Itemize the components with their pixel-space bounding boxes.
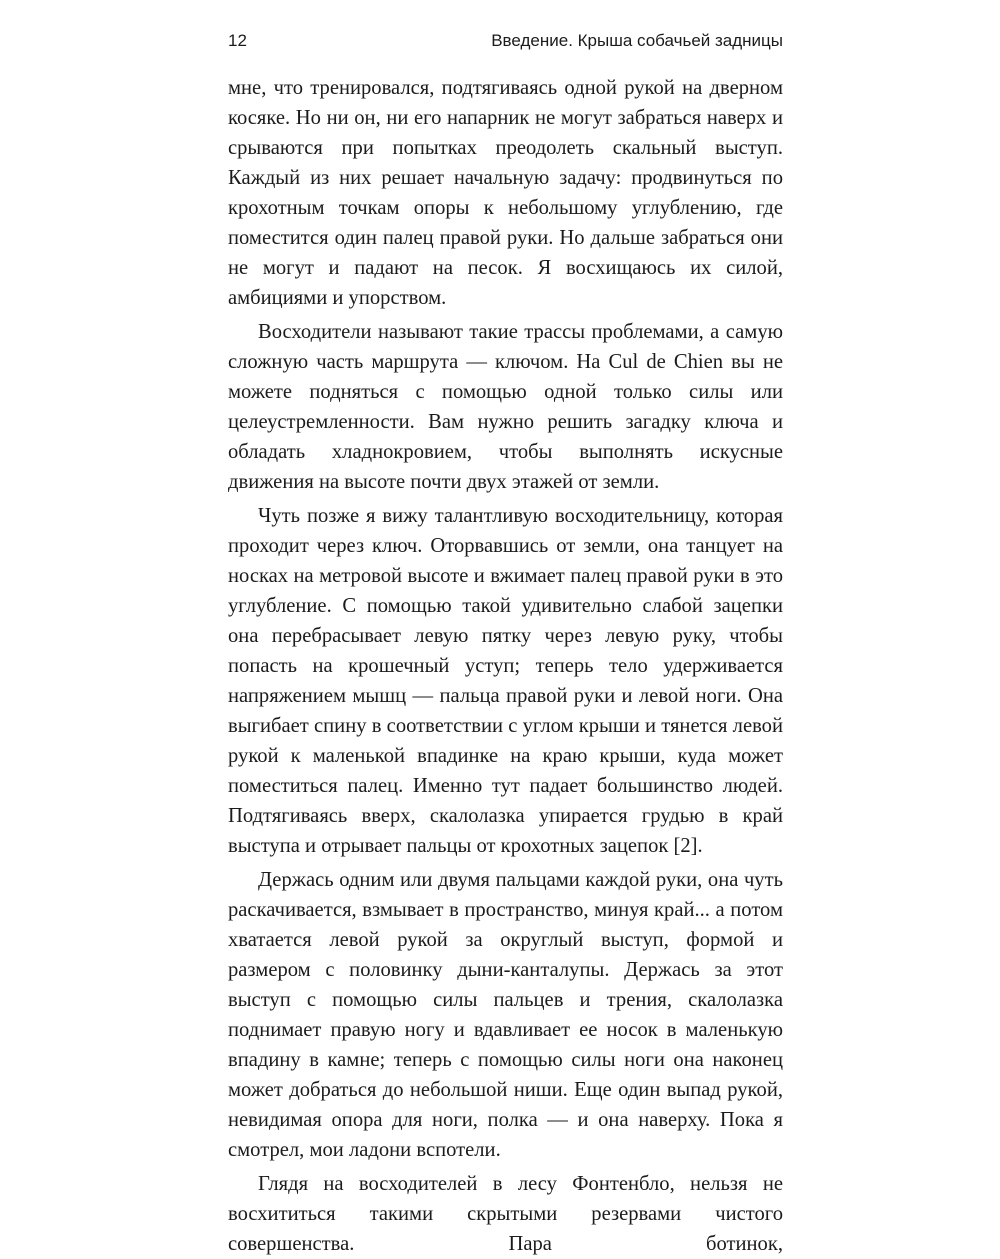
body-text xyxy=(228,73,783,1259)
paragraph-3: Чуть позже я вижу талантливую восходительницу, которая проходит через ключ. Оторвавшись от земли, она танцует на носках на метровой высоте и вжимает палец правой руки в это углубление. С помощью такой удивительно слабой зацепки она перебрасывает левую пятку через левую руку, чтобы попасть на крошечный уступ; теперь тело удерживается напряжением мышц — пальца правой руки и левой ноги. Она выгибает спину в соответствии с углом крыши и тянется левой рукой к маленькой впадинке на краю крыши, куда может поместиться палец. Именно тут падает большинство людей. Подтягиваясь вверх, скалолазка упирается грудью в край выступа и отрывает пальцы от крохотных зацепок [2]. xyxy=(228,505,783,857)
paragraph-2: Восходители называют такие трассы проблемами, а самую сложную часть маршрута — ключом. На Cul de Chien вы не можете подняться с помощью одной только силы или целеустремленности. Вам нужно решить загадку ключа и обладать хладнокровием, чтобы выполнять искусные движения на высоте почти двух этажей от земли. xyxy=(228,321,783,493)
paragraph-1: мне, что тренировался, подтягиваясь одной рукой на дверном косяке. Но ни он, ни его напарник не могут забраться наверх и срываются при попытках преодолеть скальный выступ. Каждый из них решает начальную задачу: продвинуться по крохотным точкам опоры к небольшому углублению, где поместится один палец правой руки. Но дальше забраться они не могут и падают на песок. Я восхищаюсь их силой, амбициями и упорством. xyxy=(228,77,783,309)
page-header xyxy=(228,26,783,56)
paragraph-5: Глядя на восходителей в лесу Фонтенбло, нельзя не восхититься такими скрытыми резервами чистого совершенства. Пара ботинок, xyxy=(228,1173,783,1255)
page-number: 12 xyxy=(228,31,247,50)
paragraph-4: Держась одним или двумя пальцами каждой руки, она чуть раскачивается, взмывает в пространство, минуя край... а потом хватается левой рукой за округлый выступ, формой и размером с половинку дыни-канталупы. Держась за этот выступ с помощью силы пальцев и трения, скалолазка поднимает правую ногу и вдавливает ее носок в маленькую впадину в камне; теперь с помощью силы ноги она наконец может добраться до небольшой ниши. Еще один выпад рукой, невидимая опора для ноги, полка — и она наверху. Пока я смотрел, мои ладони вспотели. xyxy=(228,869,783,1161)
running-title: Введение. Крыша собачьей задницы xyxy=(491,31,783,50)
